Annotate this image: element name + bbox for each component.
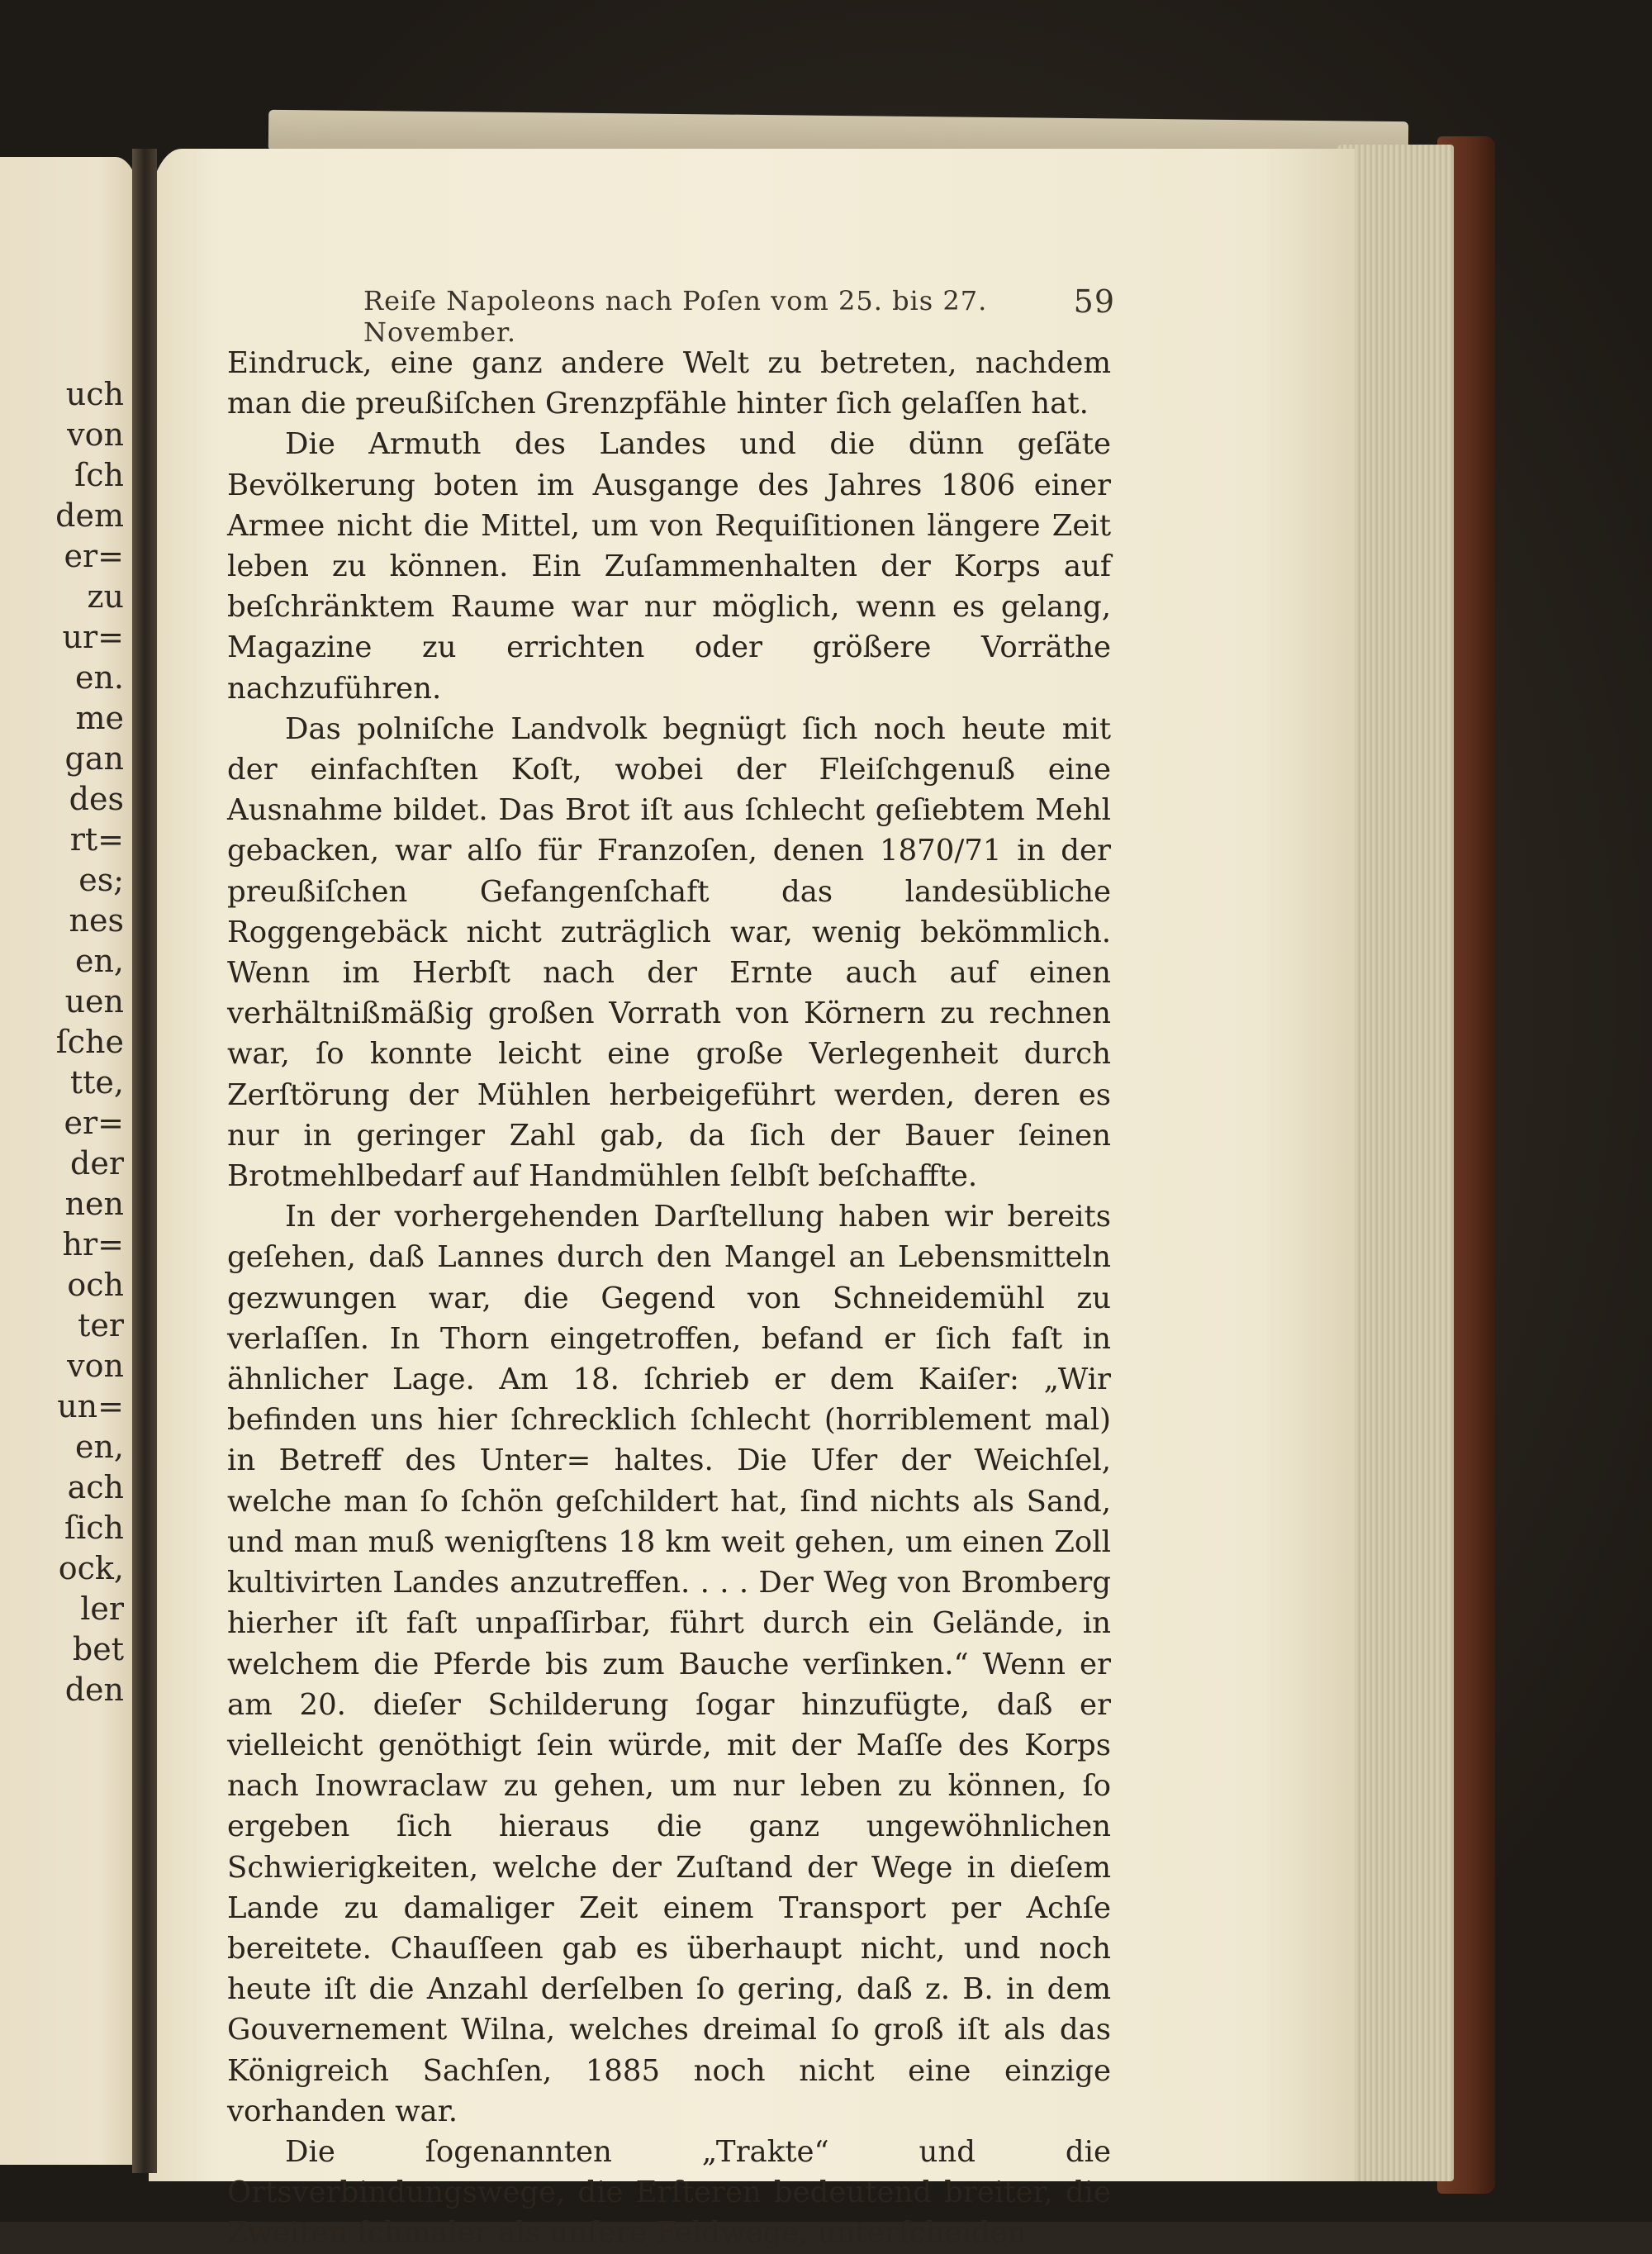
left-page-fragment: me [75, 700, 124, 736]
page-number: 59 [1073, 283, 1115, 320]
left-page-fragment: ſich [64, 1510, 124, 1546]
left-page-fragment: es; [78, 862, 124, 898]
left-page-fragment: den [64, 1671, 124, 1708]
left-page-fragment: ter [78, 1307, 124, 1343]
book-gutter [132, 149, 157, 2173]
left-page-fragment: von [67, 1348, 124, 1384]
left-page-fragment: der [70, 1145, 124, 1182]
left-page-fragment: en. [74, 659, 124, 696]
left-page-fragment: er= [64, 1105, 124, 1141]
running-title: Reiſe Napoleons nach Poſen vom 25. bis 27. November. [363, 285, 988, 348]
left-page-fragment: ach [67, 1469, 124, 1505]
page-header [363, 283, 1115, 348]
left-page-fragment: nes [69, 902, 124, 939]
left-page-fragment: gan [64, 740, 124, 777]
left-page-fragment: ock, [58, 1550, 124, 1586]
left-page-fragment: tte, [69, 1064, 124, 1101]
left-page-fragment: uen [64, 983, 124, 1020]
page-stack-edge [1338, 145, 1454, 2181]
left-page-text [0, 157, 124, 2165]
left-page-fragment: ler [80, 1591, 124, 1627]
left-page-fragment: ſch [74, 457, 124, 493]
left-page-fragment: dem [55, 497, 124, 534]
paragraph: Die Armuth des Landes und die dünn geſäte Bevölkerung boten im Ausgange des Jahres 1806 einer Armee nicht die Mittel, um von Requiſitionen längere Zeit leben zu können. Ein Zuſammenhalten der Korps auf beſchränktem Raume war nur möglich, wenn es gelang, Magazine zu errichten oder größere Vorräthe nachzuführen. [227, 427, 1111, 706]
left-page-fragment: bet [72, 1631, 124, 1667]
paragraph: In der vorhergehenden Darſtellung haben wir bereits geſehen, daß Lannes durch den Mangel an Lebensmitteln gezwungen war, die Gegend von Schneidemühl zu verlaſſen. In Thorn eingetroffen, befand er ſich faſt in ähnlicher Lage. Am 18. ſchrieb er dem Kaiſer: „Wir befinden uns hier ſchrecklich ſchlecht (horriblement mal) in Betreff des Unter= haltes. Die Ufer der Weichſel, welche man ſo ſchön geſchildert hat, ſind nichts als Sand, und man muß wenigſtens 18 km weit gehen, um einen Zoll kultivirten Landes anzutreffen. . . . Der Weg von Bromberg hierher iſt faſt unpaſſirbar, führt durch ein Gelände, in welchem die Pferde bis zum Bauche verſinken.“ Wenn er am 20. dieſer Schilderung ſogar hinzufügte, daß er vielleicht genöthigt ſein würde, mit der Maſſe des Korps nach Inowraclaw zu gehen, um nur leben zu können, ſo ergeben ſich hieraus die ganz ungewöhnlichen Schwierigkeiten, welche der Zuſtand der Wege in dieſem Lande zu damaliger Zeit einem Transport per Achſe bereitete. Chauſſeen gab es überhaupt nicht, und noch heute iſt die Anzahl derſelben ſo gering, daß z. B. in dem Gouvernement Wilna, welches dreimal ſo groß iſt als das Königreich Sachſen, 1885 noch nicht eine einzige vorhanden war. [227, 1200, 1111, 2128]
paragraph: Das polniſche Landvolk begnügt ſich noch heute mit der einfachſten Koſt, wobei der Fleiſchgenuß eine Ausnahme bildet. Das Brot iſt aus ſchlecht geſiebtem Mehl gebacken, war alſo für Franzoſen, denen 1870/71 in der preußiſchen Gefangenſchaft das landesübliche Roggengebäck nicht zuträglich war, wenig bekömmlich. Wenn im Herbſt nach der Ernte auch auf einen verhältnißmäßig großen Vorrath von Körnern zu rechnen war, ſo konnte leicht eine große Verlegenheit durch Zerſtörung der Mühlen herbeigeführt werden, deren es nur in geringer Zahl gab, da ſich der Bauer ſeinen Brotmehlbedarf auf Handmühlen ſelbſt beſchaffte. [227, 711, 1111, 1194]
left-page-fragment: uch [65, 376, 124, 412]
left-page-fragment: en, [74, 943, 124, 979]
left-page-fragment: un= [57, 1388, 124, 1424]
left-page-fragment: en, [74, 1429, 124, 1465]
left-page-fragment: nen [64, 1186, 124, 1222]
left-page [0, 157, 140, 2165]
left-page-fragment: rt= [69, 821, 124, 858]
left-page-fragment: ſche [55, 1024, 124, 1060]
paragraph: Die ſogenannten „Trakte“ und die Ortsverbindungswege, die Erſteren bedeutend breiter, die Zweiten ſchmaler als unſere Feldwege, unterſcheiden [227, 2134, 1111, 2251]
left-page-fragment: hr= [62, 1226, 124, 1263]
body-text [227, 343, 1111, 2254]
left-page-fragment: och [67, 1267, 124, 1303]
left-page-fragment: ur= [62, 619, 124, 655]
left-page-fragment: des [69, 781, 124, 817]
left-page-fragment: zu [87, 578, 124, 615]
paragraph: Eindruck, eine ganz andere Welt zu betreten, nachdem man die preußiſchen Grenzpfähle hinter ſich gelaſſen hat. [227, 346, 1111, 421]
left-page-fragment: von [67, 416, 124, 453]
left-page-fragment: er= [64, 538, 124, 574]
